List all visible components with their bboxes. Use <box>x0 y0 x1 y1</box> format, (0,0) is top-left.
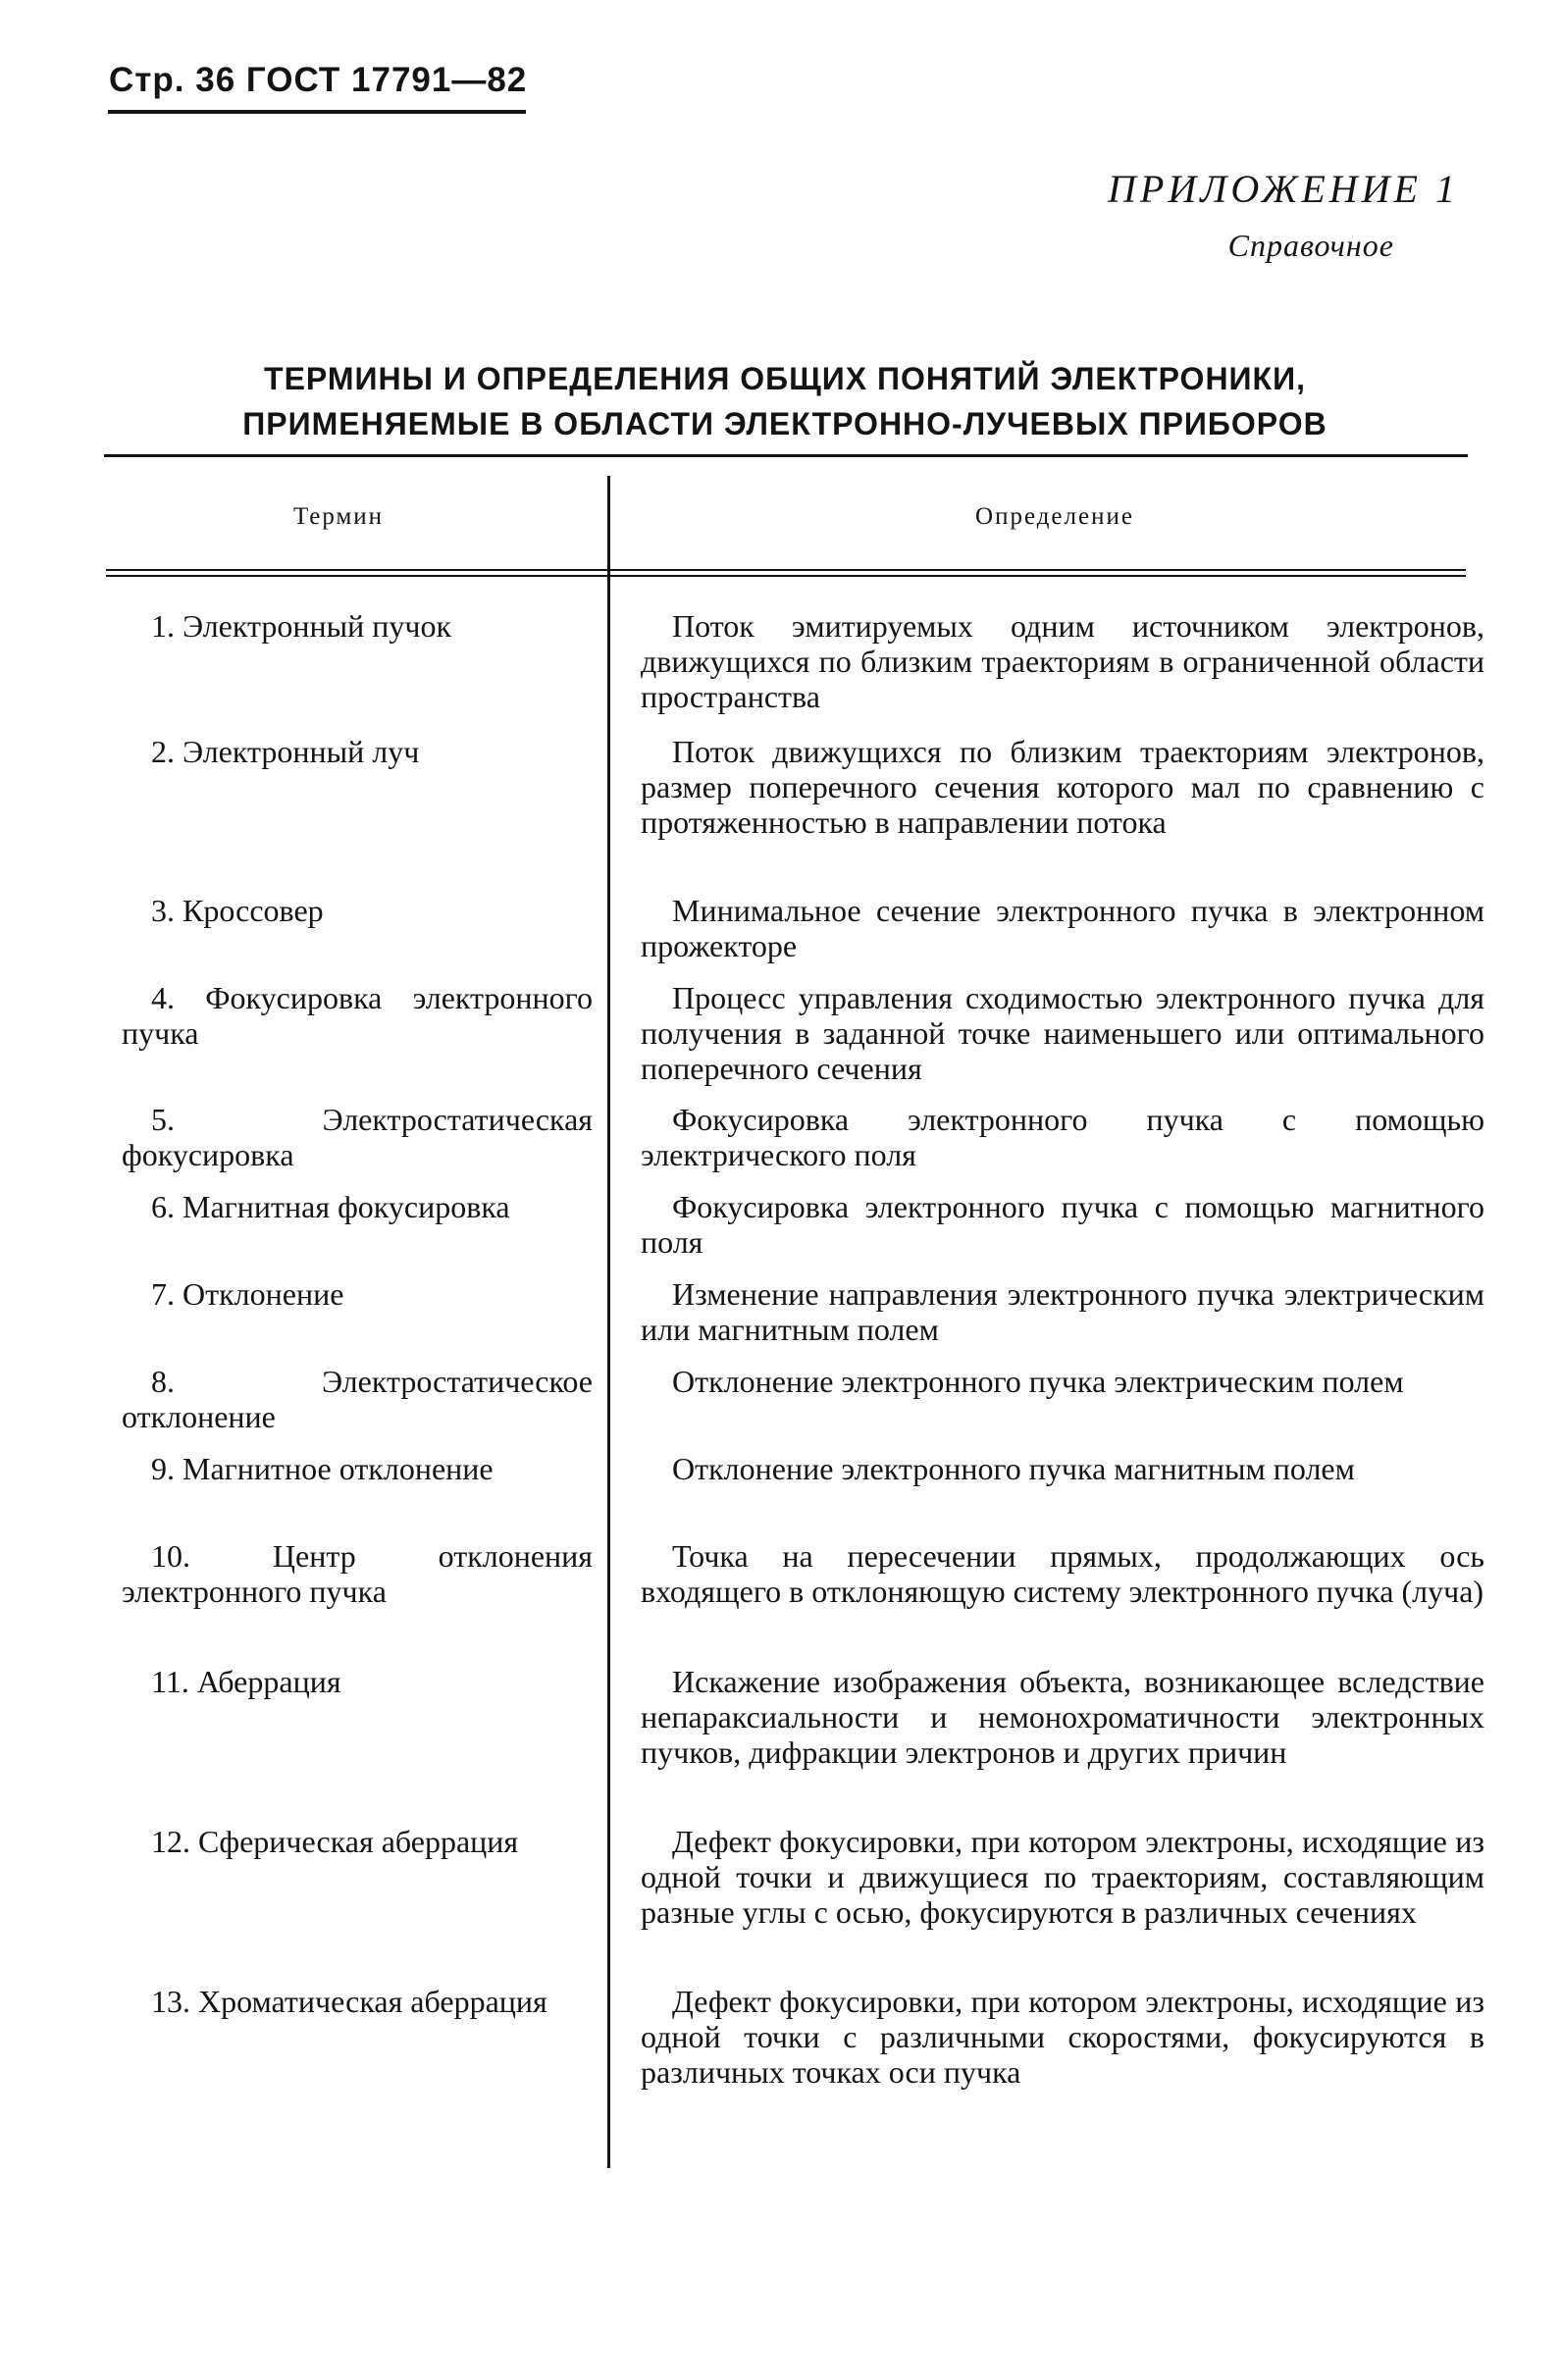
term-cell: 8. Электростатическое отклонение <box>122 1364 593 1434</box>
term-cell: 13. Хроматическая аберрация <box>151 1984 547 2019</box>
appendix-block <box>1108 165 1459 267</box>
term-cell: 6. Магнитная фокусировка <box>151 1189 510 1224</box>
term-cell: 3. Кроссовер <box>151 893 324 928</box>
header-rule-top <box>106 569 1466 571</box>
document-title <box>98 356 1472 446</box>
definition-cell: Минимальное сечение электронного пучка в электронном прожекторе <box>641 893 1484 963</box>
term-cell: 2. Электронный луч <box>151 734 420 769</box>
header-rule-bottom <box>106 575 1466 577</box>
definition-cell: Отклонение электронного пучка электрическим полем <box>672 1364 1404 1399</box>
column-header-definition: Определение <box>975 503 1134 530</box>
term-cell: 10. Центр отклонения электронного пучка <box>122 1538 593 1609</box>
definition-cell: Поток эмитируемых одним источником электронов, движущихся по близким траекториям в ограниченной области пространства <box>641 608 1484 714</box>
definition-cell: Изменение направления электронного пучка электрическим или магнитным полем <box>641 1276 1484 1347</box>
document-title-line-2: ПРИМЕНЯЕМЫЕ В ОБЛАСТИ ЭЛЕКТРОННО-ЛУЧЕВЫХ ПРИБОРОВ <box>242 406 1327 441</box>
column-divider <box>607 476 610 2168</box>
term-cell: 1. Электронный пучок <box>151 608 452 644</box>
term-cell: 5. Электростатическая фокусировка <box>122 1102 593 1172</box>
table-top-rule <box>104 454 1468 457</box>
definition-cell: Фокусировка электронного пучка с помощью электрического поля <box>641 1102 1484 1172</box>
definition-cell: Поток движущихся по близким траекториям электронов, размер поперечного сечения которого мал по сравнению с протяженностью в направлении потока <box>641 734 1484 840</box>
term-cell: 11. Аберрация <box>151 1664 341 1699</box>
appendix-subtitle: Справочное <box>1227 228 1394 263</box>
running-head: Стр. 36 ГОСТ 17791—82 <box>109 61 528 99</box>
term-cell: 12. Сферическая аберрация <box>151 1824 519 1859</box>
definition-cell: Дефект фокусировки, при котором электроны, исходящие из одной точки с различными скоростями, фокусируются в различных точках оси пучка <box>641 1984 1484 2090</box>
definition-cell: Отклонение электронного пучка магнитным полем <box>672 1451 1355 1486</box>
definition-cell: Точка на пересечении прямых, продолжающих ось входящего в отклоняющую систему электронного пучка (луча) <box>641 1538 1484 1609</box>
term-cell: 7. Отклонение <box>151 1276 344 1312</box>
document-title-line-1: ТЕРМИНЫ И ОПРЕДЕЛЕНИЯ ОБЩИХ ПОНЯТИЙ ЭЛЕКТРОНИКИ, <box>264 361 1306 396</box>
definition-cell: Фокусировка электронного пучка с помощью магнитного поля <box>641 1189 1484 1260</box>
running-head-rule <box>108 110 526 114</box>
term-cell: 4. Фокусировка электронного пучка <box>122 980 593 1051</box>
column-header-term: Термин <box>292 503 385 530</box>
definition-cell: Процесс управления сходимостью электронного пучка для получения в заданной точке наименьшего или оптимального поперечного сечения <box>641 980 1484 1086</box>
term-cell: 9. Магнитное отклонение <box>151 1451 494 1486</box>
appendix-title: ПРИЛОЖЕНИЕ 1 <box>1108 167 1459 211</box>
definition-cell: Искажение изображения объекта, возникающее вследствие непараксиальности и немонохроматичности электронных пучков, дифракции электронов и других причин <box>641 1664 1484 1770</box>
definition-cell: Дефект фокусировки, при котором электроны, исходящие из одной точки и движущиеся по траекториям, составляющим разные углы с осью, фокусируются в различных сечениях <box>641 1824 1484 1930</box>
